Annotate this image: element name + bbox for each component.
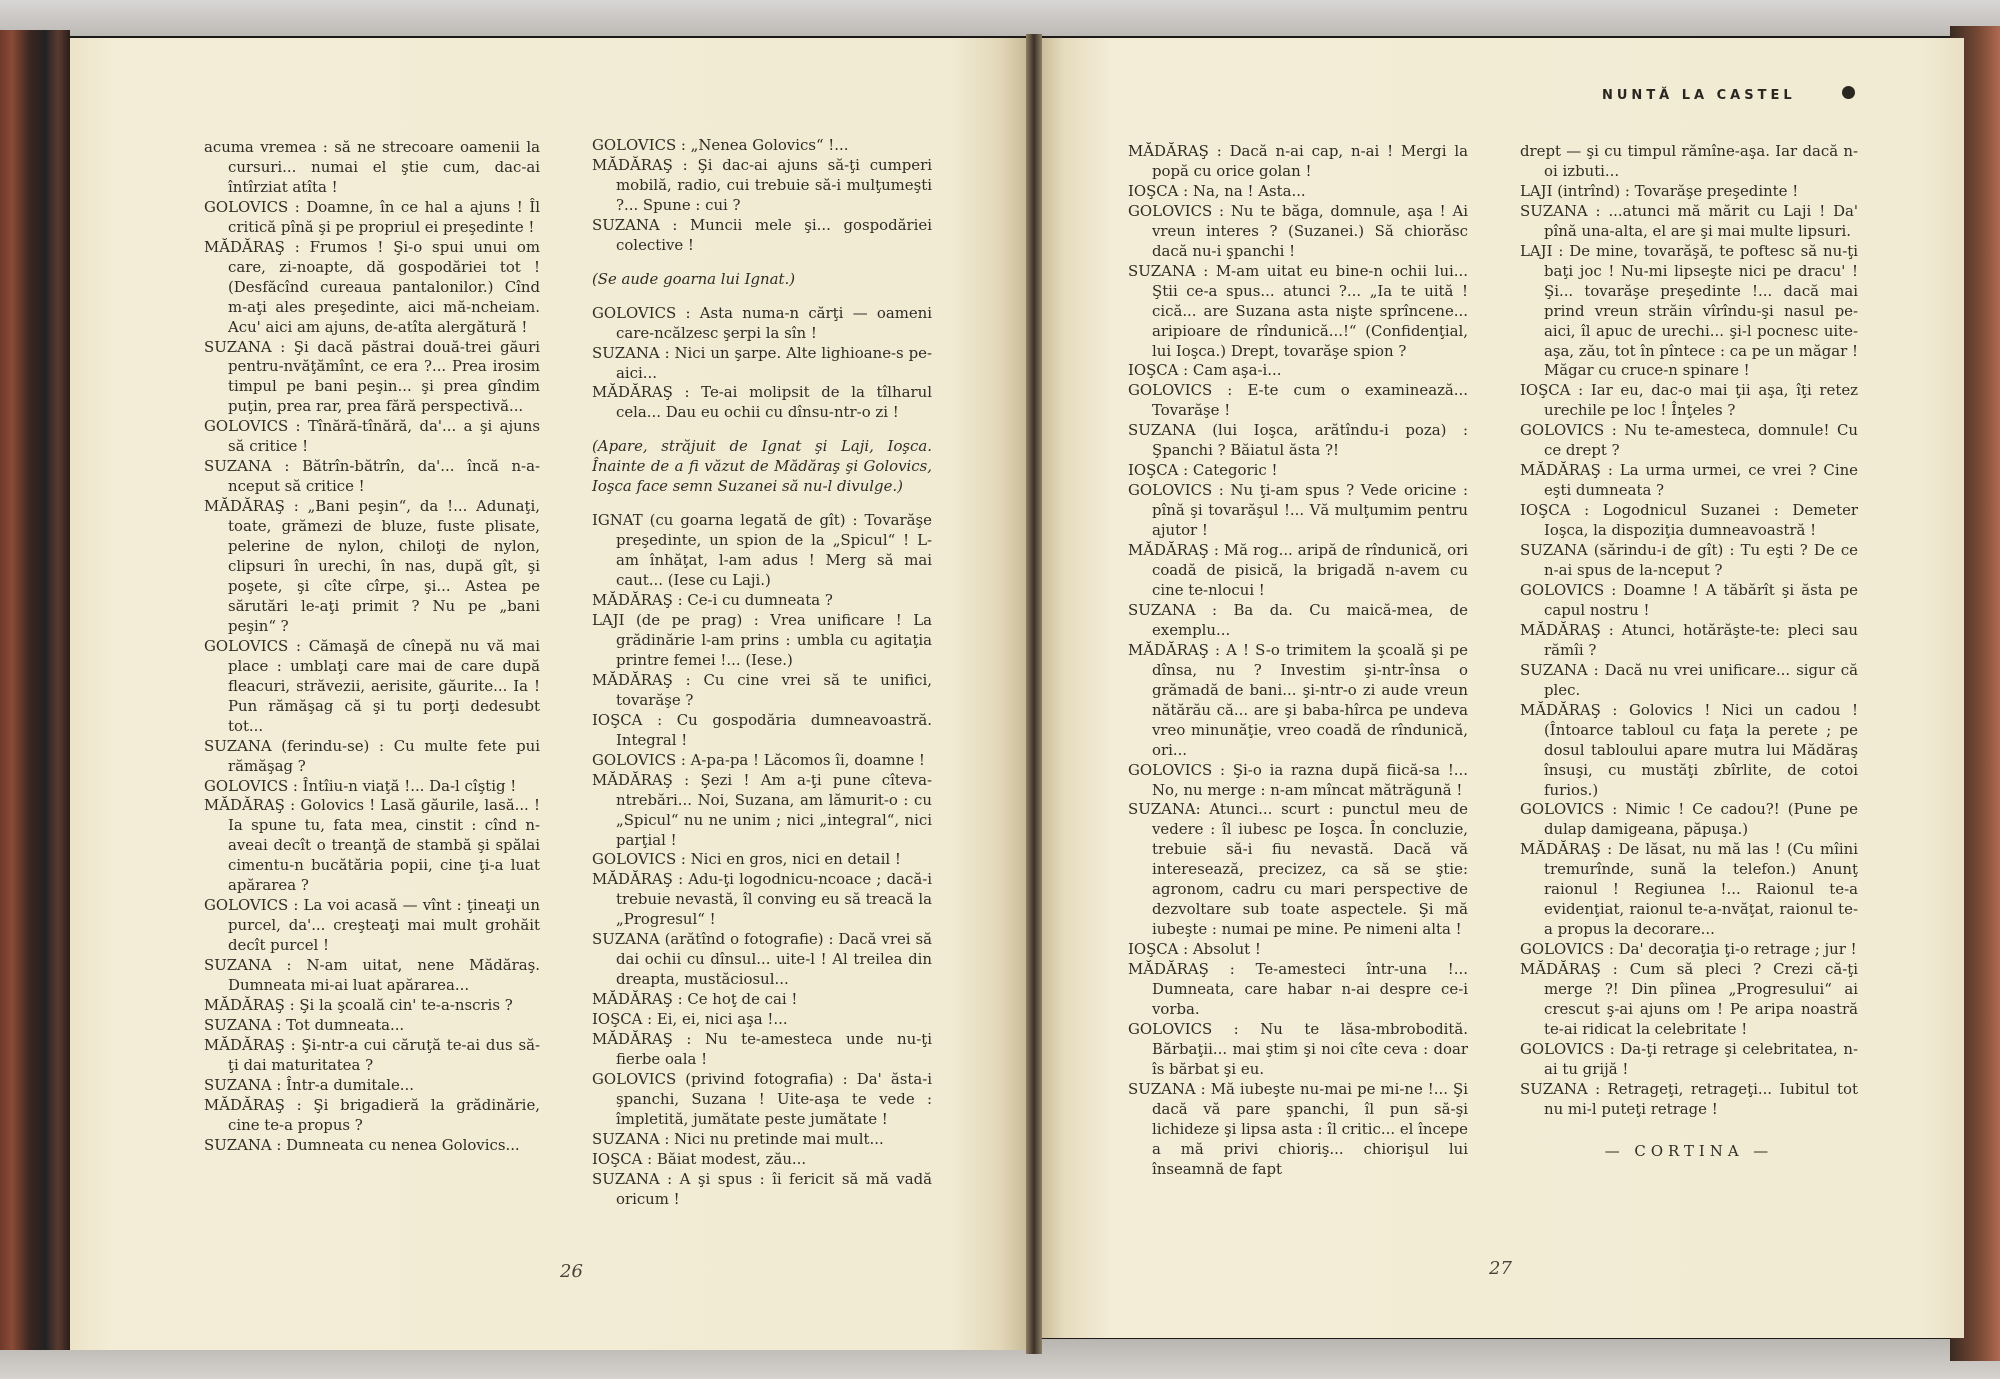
dialogue-line: IOŞCA : Absolut !	[1128, 940, 1261, 959]
dialogue-line: acuma vremea : să ne strecoare oamenii la cursuri... numai el ştie cum, dac-ai întîrziat atîta !	[204, 138, 540, 196]
dialogue-line: SUZANA : Tot dumneata...	[204, 1015, 405, 1034]
stage-direction-gap	[592, 256, 932, 270]
dialogue-line: SUZANA : Retrageţi, retrageţi... Iubitul tot nu mi-l puteţi retrage !	[1520, 1079, 1858, 1118]
dialogue-line: GOLOVICS : Da' decoraţia ţi-o retrage ; jur !	[1520, 940, 1857, 959]
dialogue-line: GOLOVICS : Nimic ! Ce cadou?! (Pune pe dulap damigeana, păpuşa.)	[1520, 800, 1858, 839]
dialogue-line: MĂDĂRAŞ : Şi-ntr-a cui căruţă te-ai dus să-ţi dai maturitatea ?	[204, 1035, 540, 1074]
text-column-1	[204, 138, 540, 1156]
dialogue-line: GOLOVICS : E-te cum o examinează... Tovarăşe !	[1128, 381, 1468, 420]
dialogue-line: SUZANA (ferindu-se) : Cu multe fete pui rămăşag ?	[204, 736, 540, 775]
page-number-left: 26	[560, 1261, 583, 1282]
dialogue-line: IOŞCA : Băiat modest, zău...	[592, 1149, 807, 1168]
dialogue-line: GOLOVICS : Nu te-amesteca, domnule! Cu ce drept ?	[1520, 421, 1858, 460]
dialogue-line: LAJI (intrînd) : Tovarăşe preşedinte !	[1520, 181, 1799, 200]
dialogue-line: GOLOVICS : La voi acasă — vînt : ţineaţi un purcel, da'... creşteaţi mai mult grohăit decît purcel !	[204, 896, 540, 955]
dialogue-line: MĂDĂRAŞ : Şi brigadieră la grădinărie, cine te-a propus ?	[204, 1095, 540, 1134]
dialogue-line: GOLOVICS : A-pa-pa ! Lăcomos îi, doamne !	[592, 750, 925, 769]
dialogue-line: MĂDĂRAŞ : Adu-ţi logodnicu-ncoace ; dacă-i trebuie nevastă, îl conving eu să treacă la „Progresul“ !	[592, 870, 932, 929]
dialogue-line: GOLOVICS (privind fotografia) : Da' ăsta-i şpanchi, Suzana ! Uite-aşa te vede : împletită, jumătate peste jumătate !	[592, 1069, 932, 1128]
dialogue-line: MĂDĂRAŞ : „Bani peşin“, da !... Adunaţi, toate, grămezi de bluze, fuste plisate, pelerine de nylon, chiloţi de nylon, clipsuri în urechi, în nas, după gît, şi poşete, şi cîte cîrpe, şi... Astea pe sărutări le-aţi primit ? Nu pe „bani peşin“ ?	[204, 497, 540, 635]
dialogue-line: MĂDĂRAŞ : A ! S-o trimitem la şcoală şi pe dînsa, nu ? Investim şi-ntr-însa o grămadă de bani... şi-ntr-o zi aude vreun nătărău că... are şi baba-hîrca pe undeva vreo minunăţie, vreo coadă de rîndunică, ori...	[1128, 640, 1468, 759]
dialogue-line: SUZANA (sărindu-i de gît) : Tu eşti ? De ce n-ai spus de la-nceput ?	[1520, 541, 1858, 580]
dialogue-line: SUZANA : Dacă nu vrei unificare... sigur că plec.	[1520, 660, 1858, 699]
dialogue-line: SUZANA : Într-a dumitale...	[204, 1075, 414, 1094]
dialogue-line: SUZANA : Muncii mele şi... gospodăriei colective !	[592, 215, 932, 254]
dialogue-line: GOLOVICS : „Nenea Golovics“ !...	[592, 136, 849, 154]
dialogue-line: GOLOVICS : Doamne ! A tăbărît şi ăsta pe capul nostru !	[1520, 580, 1858, 619]
dialogue-line: GOLOVICS : Asta numa-n cărţi — oameni care-ncălzesc şerpi la sîn !	[592, 303, 932, 342]
dialogue-line: GOLOVICS : Cămaşă de cînepă nu vă mai place : umblaţi care mai de care după fleacuri, străvezii, aerisite, găurite... Ia ! Pun rămăşag că şi tu porţi dedesubt tot...	[204, 636, 540, 735]
running-header: NUNTĂ LA CASTEL	[1602, 88, 1796, 103]
dialogue-line: MĂDĂRAŞ : Te-amesteci într-una !... Dumneata, care habar n-ai despre ce-i vorba.	[1128, 960, 1468, 1018]
book-gutter	[1026, 34, 1042, 1354]
dialogue-line: MĂDĂRAŞ : Golovics ! Lasă găurile, lasă... ! Ia spune tu, fata mea, cinstit : cînd n-aveai decît o treanţă de stambă şi spălai cimentu-n bucătăria popii, cine ţi-a luat apărarea ?	[204, 796, 540, 895]
background-top	[0, 0, 2000, 36]
dialogue-line: MĂDĂRAŞ : Atunci, hotărăşte-te: pleci sau rămîi ?	[1520, 620, 1858, 659]
header-ornament-icon	[1842, 86, 1855, 99]
text-column-4	[1520, 142, 1858, 1162]
dialogue-line: IGNAT (cu goarna legată de gît) : Tovarăşe preşedinte, un spion de la „Spicul“ ! L-am înhăţat, l-am adus ! Merg să mai caut... (Iese cu Laji.)	[592, 511, 932, 590]
dialogue-line: MĂDĂRAŞ : Şezi ! Am a-ţi pune cîteva-ntrebări... Noi, Suzana, am lămurit-o : cu „Spicul“ nu ne unim ; nici „integral“, nici parţial !	[592, 770, 932, 849]
dialogue-line: MĂDĂRAŞ : De lăsat, nu mă las ! (Cu mîini tremurînde, sună la telefon.) Anunţ raionul ! Regiunea !... Raionul te-a evidenţiat, raionul te-a-nvăţat, raionul te-a propus la decorare...	[1520, 840, 1858, 939]
dialogue-line: SUZANA : Nici un şarpe. Alte lighioane-s pe-aici...	[592, 343, 932, 382]
dialogue-line: SUZANA : Mă iubeşte nu-mai pe mi-ne !... Şi dacă vă pare şpanchi, îl pun să-şi lichideze şi lipsa asta : îl critic... el începe a mă privi chioriş... chiorişul lui înseamnă de fapt	[1128, 1079, 1468, 1178]
dialogue-line: LAJI : De mine, tovarăşă, te poftesc să nu-ţi baţi joc ! Nu-mi lipseşte nici pe dracu' ! Şi... tovarăşe preşedinte !... dacă mai prind vreun străin vîrîndu-şi nasul pe-aici, îl apuc de urechi... şi-l pocnesc uite-aşa, zău, tot în pîntece : ca pe un măgar ! Măgar cu cruce-n spinare !	[1520, 241, 1858, 380]
dialogue-line: drept — şi cu timpul rămîne-aşa. Iar dacă n-oi izbuti...	[1520, 142, 1858, 180]
stage-direction-gap	[592, 423, 932, 437]
dialogue-line: MĂDĂRAŞ : Şi la şcoală cin' te-a-nscris ?	[204, 995, 513, 1014]
curtain-line: — CORTINA —	[1604, 1141, 1774, 1160]
dialogue-line: GOLOVICS : Nici en gros, nici en detail !	[592, 850, 901, 869]
dialogue-line: IOŞCA : Categoric !	[1128, 461, 1278, 480]
stage-direction: (Apare, străjuit de Ignat şi Laji, Ioşca. Înainte de a fi văzut de Mădăraş şi Golovics, Ioşca face semn Suzanei să nu-l divulge.)	[592, 437, 932, 496]
stage-direction: (Se aude goarna lui Ignat.)	[592, 269, 796, 288]
dialogue-line: SUZANA: Atunci... scurt : punctul meu de vedere : îl iubesc pe Ioşca. În concluzie, trebuie să-i fiu nevastă. Dacă vă interesează, precizez, ca să se ştie: agronom, cadru cu mari perspective de dezvoltare sub toate aspectele. Şi mă iubeşte : numai pe mine. Pe nimeni alta !	[1128, 800, 1468, 939]
dialogue-line: GOLOVICS : Doamne, în ce hal a ajuns ! Îl critică pînă şi pe propriul ei preşedinte !	[204, 197, 540, 236]
dialogue-line: GOLOVICS : Întîiu-n viaţă !... Da-l cîştig !	[204, 776, 517, 795]
dialogue-line: GOLOVICS : Nu te băga, domnule, aşa ! Ai vreun interes ? (Suzanei.) Să chiorăsc dacă nu-i şpanchi !	[1128, 201, 1468, 260]
dialogue-line: LAJI (de pe prag) : Vrea unificare ! La grădinărie l-am prins : umbla cu agitaţia printre femei !... (Iese.)	[592, 611, 932, 669]
dialogue-line: MĂDĂRAŞ : Cum să pleci ? Crezi că-ţi merge ?! Din pîinea „Progresului“ ai crescut ş-ai ajuns om ! Pe aripa noastră te-ai ridicat la celebritate !	[1520, 960, 1858, 1038]
dialogue-line: GOLOVICS : Nu te lăsa-mbrobodită. Bărbaţii... mai ştim şi noi cîte ceva : doar îs bărbat şi eu.	[1128, 1019, 1468, 1078]
dialogue-line: SUZANA : Bătrîn-bătrîn, da'... încă n-a-nceput să critice !	[204, 457, 540, 496]
dialogue-line: SUZANA (lui Ioşca, arătîndu-i poza) : Şpanchi ? Băiatul ăsta ?!	[1128, 421, 1468, 460]
text-column-3	[1128, 142, 1468, 1180]
dialogue-line: MĂDĂRAŞ : Ce-i cu dumneata ?	[592, 591, 833, 610]
dialogue-line: GOLOVICS : Da-ţi retrage şi celebritatea, n-ai tu grijă !	[1520, 1039, 1858, 1078]
dialogue-line: GOLOVICS : Nu ţi-am spus ? Vede oricine : pînă şi tovarăşul !... Vă mulţumim pentru ajutor !	[1128, 481, 1468, 540]
dialogue-line: MĂDĂRAŞ : Nu te-amesteca unde nu-ţi fierbe oala !	[592, 1030, 932, 1068]
dialogue-line: IOŞCA : Ei, ei, nici aşa !...	[592, 1010, 788, 1029]
dialogue-line: MĂDĂRAŞ : Şi dac-ai ajuns să-ţi cumperi mobilă, radio, cui trebuie să-i mulţumeşti ?... Spune : cui ?	[592, 155, 932, 214]
dialogue-line: SUZANA : M-am uitat eu bine-n ochii lui... Ştii ce-a spus... atunci ?... „Ia te uită ! cică... are Suzana asta nişte sprîncene... aripioare de rîndunică...!“ (Confidenţial, lui Ioşca.) Drept, tovarăşe spion ?	[1128, 261, 1468, 360]
text-column-2	[592, 136, 932, 1210]
book-cover-left	[0, 30, 70, 1350]
dialogue-line: IOŞCA : Logodnicul Suzanei : Demeter Ioşca, la dispoziţia dumneavoastră !	[1520, 501, 1858, 540]
dialogue-line: MĂDĂRAŞ : Cu cine vrei să te unifici, tovarăşe ?	[592, 670, 932, 709]
dialogue-line: SUZANA (arătînd o fotografie) : Dacă vrei să dai ochii cu dînsul... uite-l ! Al treilea din dreapta, mustăciosul...	[592, 930, 932, 989]
dialogue-line: MĂDĂRAŞ : Dacă n-ai cap, n-ai ! Mergi la popă cu orice golan !	[1128, 142, 1468, 180]
dialogue-line: IOŞCA : Iar eu, dac-o mai ţii aşa, îţi retez urechile pe loc ! Înţeles ?	[1520, 381, 1858, 420]
dialogue-line: SUZANA : Nici nu pretinde mai mult...	[592, 1129, 884, 1148]
dialogue-line: MĂDĂRAŞ : La urma urmei, ce vrei ? Cine eşti dumneata ?	[1520, 461, 1858, 500]
stage-direction-gap	[592, 290, 932, 304]
dialogue-line: GOLOVICS : Şi-o ia razna după fiică-sa !... No, nu merge : n-am mîncat mătrăgună !	[1128, 760, 1468, 799]
stage-direction-gap	[592, 497, 932, 511]
dialogue-line: SUZANA : A şi spus : îi fericit să mă vadă oricum !	[592, 1169, 932, 1208]
dialogue-line: IOŞCA : Na, na ! Asta...	[1128, 181, 1306, 200]
dialogue-line: IOŞCA : Cam aşa-i...	[1128, 361, 1282, 380]
dialogue-line: SUZANA : Şi dacă păstrai două-trei găuri pentru-nvăţămînt, ce era ?... Prea irosim timpul pe bani peşin... şi prea gîndim puţin, prea rar, prea fără perspectivă...	[204, 337, 540, 416]
dialogue-line: MĂDĂRAŞ : Golovics ! Nici un cadou ! (Întoarce tabloul cu faţa la perete ; pe dosul tabloului apare mutra lui Mădăraş însuşi, cu mustăţi zbîrlite, de cotoi furios.)	[1520, 700, 1858, 799]
dialogue-line: GOLOVICS : Tînără-tînără, da'... a şi ajuns să critice !	[204, 417, 540, 456]
dialogue-line: SUZANA : Dumneata cu nenea Golovics...	[204, 1135, 520, 1154]
dialogue-line: MĂDĂRAŞ : Mă rog... aripă de rîndunică, ori coadă de pisică, la brigadă n-avem cu cine te-nlocui !	[1128, 541, 1468, 599]
page-number-right: 27	[1489, 1258, 1512, 1279]
dialogue-line: SUZANA : N-am uitat, nene Mădăraş. Dumneata mi-ai luat apărarea...	[204, 956, 540, 995]
dialogue-line: SUZANA : Ba da. Cu maică-mea, de exemplu...	[1128, 600, 1468, 639]
dialogue-line: MĂDĂRAŞ : Frumos ! Şi-o spui unui om care, zi-noapte, dă gospodăriei tot ! (Desfăcînd cureaua pantalonilor.) Cînd m-aţi ales preşedinte, aici mă-ncheiam. Acu' aici am ajuns, de-atîta alergătură !	[204, 237, 540, 336]
dialogue-line: SUZANA : ...atunci mă mărit cu Laji ! Da' pînă una-alta, el are şi mai multe lipsuri.	[1520, 201, 1858, 240]
dialogue-line: MĂDĂRAŞ : Te-ai molipsit de la tîlharul cela... Dau eu ochii cu dînsu-ntr-o zi !	[592, 383, 932, 422]
dialogue-line: IOŞCA : Cu gospodăria dumneavoastră. Integral !	[592, 710, 932, 749]
dialogue-line: MĂDĂRAŞ : Ce hoţ de cai !	[592, 990, 798, 1009]
